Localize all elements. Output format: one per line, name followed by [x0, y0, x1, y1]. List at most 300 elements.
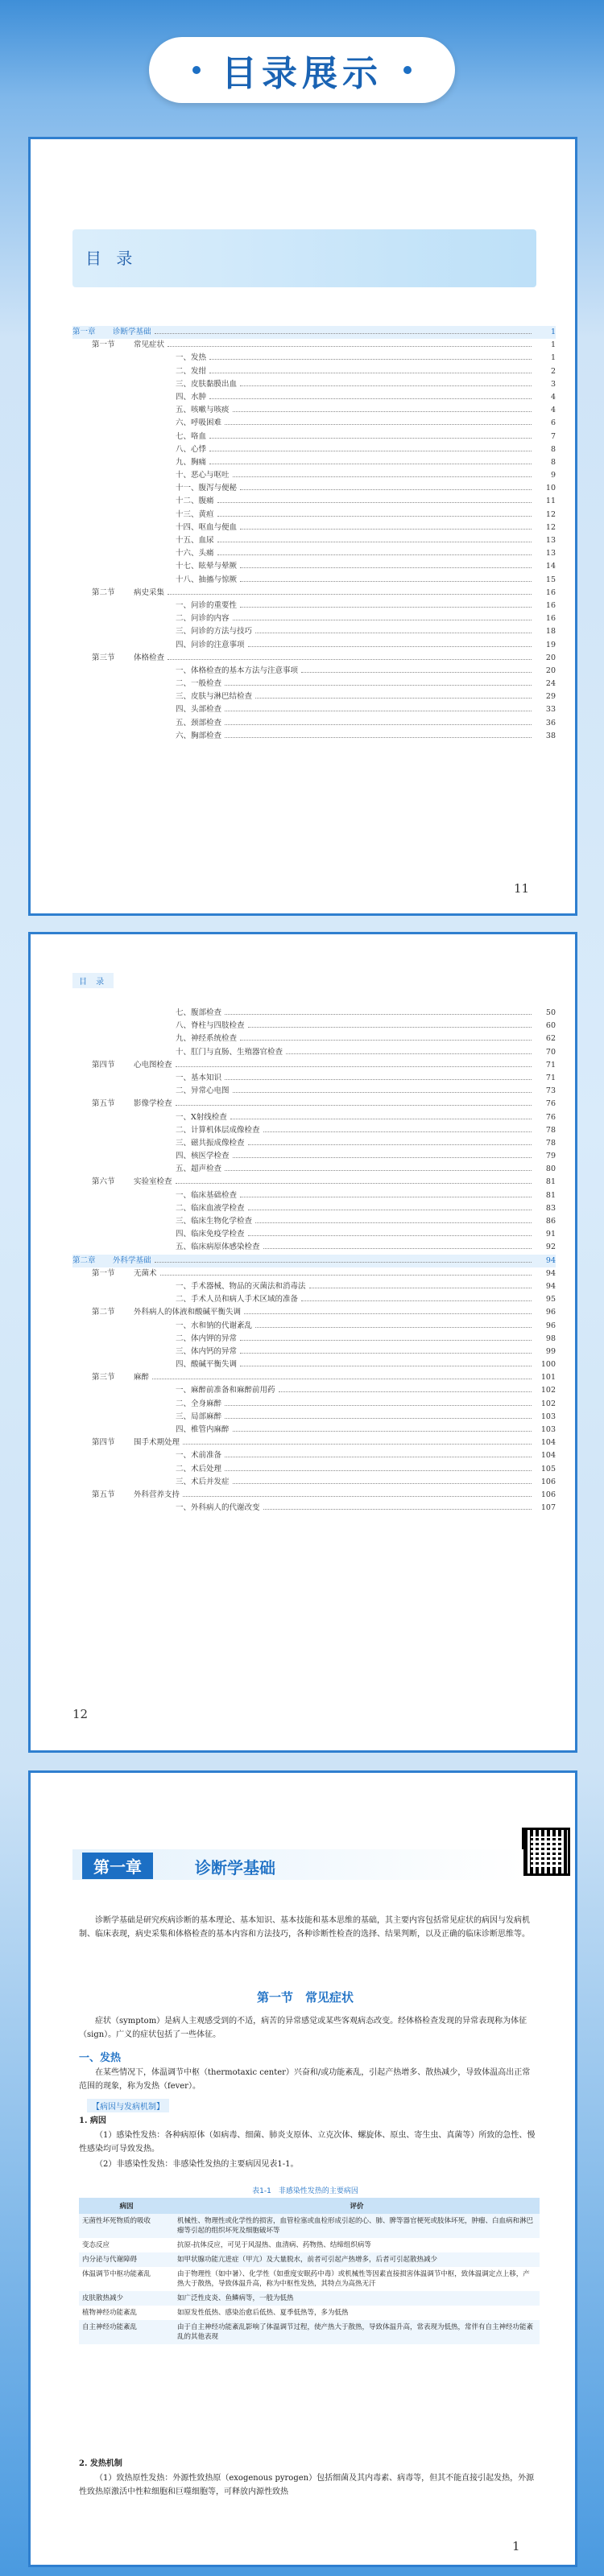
toc-page: 19	[545, 640, 556, 649]
toc-entry[interactable]	[72, 1320, 556, 1333]
toc-page: 13	[545, 549, 556, 558]
toc-page: 10	[545, 484, 556, 493]
toc-leader	[240, 560, 532, 568]
cause-2: （2）非感染性发热：非感染性发热的主要病因见表1-1。	[95, 2160, 299, 2169]
toc-leader	[263, 1241, 532, 1249]
toc-leader	[240, 600, 532, 608]
toc-title: 一、发热	[176, 353, 207, 363]
fever-heading: 一、发热	[79, 2052, 122, 2064]
toc-title: 十二、腹痛	[176, 497, 214, 506]
toc-title: 四、水肿	[176, 392, 207, 402]
table-cell: 由于物理性（如中暑）、化学性（如重度安眠药中毒）或机械性等因素直接损害体温调节中枢，致体温调定点上移，产热大于散热，导致体温升高，称为中枢性发热，其特点为高热无汗	[177, 2270, 530, 2288]
toc-page: 96	[545, 1321, 556, 1330]
toc-entry[interactable]	[72, 391, 556, 404]
toc-leader	[255, 625, 532, 633]
toc-page: 8	[550, 444, 556, 454]
toc-page: 29	[545, 692, 556, 702]
toc-leader	[168, 587, 532, 595]
table-cell: 机械性、物理性或化学性的损害，血管栓塞或血栓形成引起的心、肺、脾等器官梗死或肢体坏死，肿瘤、白血病和淋巴瘤等引起的组织坏死及细胞破坏等	[174, 2214, 540, 2238]
toc-page: 33	[545, 705, 556, 715]
toc-entry[interactable]	[72, 378, 556, 391]
toc-title: 二、计算机体层成像检查	[176, 1125, 260, 1135]
section-title: 第一节 常见症状	[256, 1990, 354, 2005]
toc-page: 11	[545, 497, 556, 506]
toc-entry[interactable]	[72, 1358, 556, 1371]
table-cell: 如甲状腺功能亢进症（甲亢）及大量脱水，前者可引起产热增多，后者可引起散热减少	[174, 2252, 540, 2267]
toc-title: 十六、头痛	[176, 549, 214, 558]
toc-leader	[155, 1255, 532, 1263]
toc-leader	[209, 365, 532, 373]
toc-title: 十三、黄疸	[176, 509, 214, 519]
toc-page: 96	[545, 1308, 556, 1317]
toc-entry[interactable]	[72, 1124, 556, 1137]
toc-title: 诊断学基础	[113, 328, 151, 336]
cause-1: （1）感染性发热：各种病原体（如病毒、细菌、肺炎支原体、立克次体、螺旋体、原虫、寄生虫、真菌等）所致的急性、慢性感染均可导致发热。	[79, 2131, 536, 2154]
toc-title: 一、问诊的重要性	[176, 600, 238, 610]
toc-leader	[168, 339, 532, 347]
table-cell: 如原发性低热、感染治愈后低热、夏季低热等，多为低热	[177, 2309, 349, 2317]
toc-page: 102	[540, 1386, 556, 1395]
table-cell: 如广泛性皮炎、鱼鳞病等，一般为低热	[174, 2291, 540, 2306]
table-cell: 抗原-抗体反应，可见于风湿热、血清病、药物热、结缔组织病等	[177, 2241, 371, 2249]
toc-entry[interactable]	[72, 560, 556, 573]
toc-title: 三、磁共振成像检查	[176, 1138, 245, 1148]
toc-page: 8	[550, 457, 556, 467]
toc-leader	[240, 1032, 532, 1041]
table-row	[79, 2320, 540, 2344]
toc-entry[interactable]	[72, 339, 556, 352]
toc-leader	[248, 1228, 532, 1236]
toc-title: 实验室检查	[134, 1177, 172, 1187]
toc-entry[interactable]	[72, 574, 556, 587]
toc-leader	[233, 1476, 532, 1484]
toc-entry[interactable]	[72, 1346, 556, 1358]
toc-entry[interactable]	[72, 1032, 556, 1045]
cause-subheading: 1. 病因	[79, 2116, 106, 2125]
toc-entry[interactable]	[72, 1424, 556, 1436]
toc-title: 围手术期处理	[134, 1438, 180, 1448]
toc-entry[interactable]	[72, 1228, 556, 1241]
toc-page: 13	[545, 536, 556, 545]
chapter-name: 诊断学基础	[195, 1858, 275, 1877]
toc-leader	[240, 482, 532, 490]
toc-entry[interactable]	[72, 482, 556, 495]
toc-page: 104	[540, 1438, 556, 1448]
table-row	[79, 2214, 540, 2238]
toc-page: 101	[540, 1373, 556, 1383]
toc-leader	[233, 1150, 532, 1158]
toc-title: 一、体格检查的基本方法与注意事项	[176, 666, 299, 675]
toc-page: 76	[545, 1099, 556, 1109]
toc-page: 98	[545, 1333, 556, 1343]
toc-entry[interactable]	[72, 690, 556, 703]
toc-leader	[233, 1085, 532, 1093]
toc-leader	[225, 417, 532, 425]
table-row	[79, 2238, 540, 2252]
toc-title: 六、胸部检查	[176, 731, 222, 740]
toc-entry[interactable]	[72, 1333, 556, 1346]
toc-leader	[301, 665, 532, 673]
table-cell: 体温调节中枢功能紊乱	[82, 2270, 151, 2278]
toc-page: 105	[540, 1464, 556, 1473]
table-cell: 自主神经功能紊乱	[79, 2320, 174, 2344]
table-row	[79, 2252, 540, 2267]
toc-key: 第四节	[92, 1438, 115, 1448]
toc-entry[interactable]	[72, 1020, 556, 1032]
toc-title: 三、皮肤与淋巴结检查	[176, 692, 253, 702]
toc-title: 四、头部检查	[176, 705, 222, 715]
cause-box: 【病因与发病机制】	[87, 2099, 169, 2112]
toc-entry[interactable]	[72, 652, 556, 665]
toc-page: 106	[540, 1477, 556, 1486]
toc-entry[interactable]	[72, 1280, 556, 1293]
toc-page: 15	[545, 575, 556, 584]
toc-title: 九、胸痛	[176, 457, 207, 467]
toc-page: 12	[545, 522, 556, 532]
toc-page: 16	[545, 600, 556, 610]
toc-leader	[240, 378, 532, 386]
toc-entry[interactable]	[72, 534, 556, 547]
toc-page: 92	[545, 1243, 556, 1252]
toc-leader	[240, 574, 532, 582]
toc-leader	[183, 1436, 532, 1445]
toc-leader	[240, 1333, 532, 1341]
toc-title: 一、基本知识	[176, 1073, 222, 1082]
toc-leader	[176, 1176, 532, 1184]
toc-entry[interactable]	[72, 730, 556, 743]
toc-entry[interactable]	[72, 1306, 556, 1319]
toc-entry[interactable]	[72, 1411, 556, 1424]
toc-page: 62	[545, 1034, 556, 1044]
toc-page: 20	[545, 653, 556, 662]
toc-entry[interactable]	[72, 1384, 556, 1397]
toc-title: 四、酸碱平衡失调	[176, 1360, 238, 1370]
toc-title: 六、呼吸困难	[176, 418, 222, 428]
toc-entry[interactable]	[72, 1449, 556, 1462]
toc-leader	[217, 509, 532, 517]
toc-key: 第五节	[92, 1099, 115, 1109]
toc-entry[interactable]	[72, 365, 556, 378]
toc-page: 78	[545, 1138, 556, 1148]
table-row	[79, 2267, 540, 2291]
toc-leader	[209, 352, 532, 360]
toc-title: 二、一般检查	[176, 679, 222, 689]
toc-entry[interactable]	[72, 469, 556, 482]
toc-leader	[240, 521, 532, 530]
toc-leader	[209, 456, 532, 464]
toc-leader	[248, 1020, 532, 1028]
toc-page: 71	[545, 1060, 556, 1070]
toc-leader	[225, 717, 532, 725]
toc-page: 4	[550, 406, 556, 415]
toc-key: 第二节	[92, 1308, 115, 1317]
toc-entry[interactable]	[72, 612, 556, 625]
toc-leader	[176, 1059, 532, 1067]
toc-key: 第一节	[92, 340, 115, 350]
toc-page: 50	[545, 1008, 556, 1017]
table-cell: 无菌性坏死物质的吸收	[79, 2214, 174, 2238]
toc-page: 81	[545, 1177, 556, 1187]
toc-leader	[209, 431, 532, 439]
toc-banner	[72, 229, 536, 287]
toc-key: 第一章	[72, 328, 96, 336]
toc-leader	[225, 1411, 532, 1419]
toc-entry[interactable]	[72, 665, 556, 678]
toc-title: 外科学基础	[113, 1255, 151, 1265]
toc-page: 2	[550, 366, 556, 376]
toc-page-1	[28, 137, 577, 916]
toc-title: 三、术后并发症	[176, 1477, 230, 1486]
toc-page: 76	[545, 1112, 556, 1122]
toc-title: 七、咯血	[176, 431, 207, 441]
toc-title: 外科病人的体液和酸碱平衡失调	[134, 1308, 242, 1317]
toc-leader	[240, 1358, 532, 1366]
page-number: 11	[514, 881, 530, 896]
toc-title: 一、临床基础检查	[176, 1190, 238, 1200]
toc-entry[interactable]	[72, 431, 556, 443]
toc-entry[interactable]	[72, 1215, 556, 1228]
toc-leader	[209, 443, 532, 451]
toc-page: 94	[545, 1268, 556, 1278]
toc-page: 24	[545, 679, 556, 689]
toc-entry[interactable]	[72, 1398, 556, 1411]
table-cell: 植物神经功能紊乱	[82, 2309, 138, 2317]
toc-leader	[225, 1463, 532, 1471]
table-header: 病因	[79, 2198, 174, 2214]
toc-list-2	[72, 1007, 556, 1515]
chapter-label: 第一章	[82, 1853, 153, 1879]
toc-entry[interactable]	[72, 717, 556, 730]
toc-title: 一、X射线检查	[176, 1112, 227, 1122]
toc-entry[interactable]	[72, 1046, 556, 1059]
toc-title: 四、椎管内麻醉	[176, 1425, 230, 1434]
toc-title: 三、体内钙的异常	[176, 1346, 238, 1356]
toc-entry[interactable]	[72, 625, 556, 638]
toc-title: 十一、腹泻与便秘	[176, 484, 238, 493]
toc-entry[interactable]	[72, 1489, 556, 1502]
toc-title: 一、术前准备	[176, 1451, 222, 1461]
toc-leader	[176, 1098, 532, 1106]
toc-leader	[248, 639, 532, 647]
toc-page: 80	[545, 1164, 556, 1174]
toc-title: 二、术后处理	[176, 1464, 222, 1473]
toc-page: 100	[540, 1360, 556, 1370]
table-caption: 表1-1 非感染性发热的主要病因	[252, 2187, 358, 2195]
toc-entry[interactable]	[72, 1267, 556, 1280]
toc-entry[interactable]	[72, 1293, 556, 1306]
toc-page: 70	[545, 1047, 556, 1057]
toc-entry[interactable]	[72, 600, 556, 612]
toc-leader	[263, 1502, 532, 1510]
toc-leader	[217, 534, 532, 542]
toc-entry[interactable]	[72, 678, 556, 690]
toc-entry[interactable]	[72, 1163, 556, 1176]
toc-title: 一、水和钠的代谢紊乱	[176, 1321, 253, 1330]
toc-entry[interactable]	[72, 326, 556, 339]
toc-leader	[225, 1072, 532, 1080]
toc-title: 十八、抽搐与惊厥	[176, 575, 238, 584]
toc-entry[interactable]	[72, 1176, 556, 1189]
toc-page: 78	[545, 1125, 556, 1135]
toc-title: 八、脊柱与四肢检查	[176, 1021, 245, 1031]
toc-entry[interactable]	[72, 587, 556, 600]
toc-page: 95	[545, 1295, 556, 1304]
toc-page: 14	[545, 562, 556, 571]
toc-key: 第一节	[92, 1268, 115, 1278]
toc-title: 一、手术器械、物品的灭菌法和消毒法	[176, 1281, 306, 1291]
toc-leader	[155, 326, 532, 334]
page-number: 12	[72, 1707, 89, 1721]
toc-entry[interactable]	[72, 509, 556, 521]
toc-entry[interactable]	[72, 521, 556, 534]
toc-entry[interactable]	[72, 1111, 556, 1124]
toc-entry[interactable]	[72, 1059, 556, 1072]
toc-title: 十五、血尿	[176, 536, 214, 545]
mechanism-paragraph: （1）致热原性发热：外源性致热原（exogenous pyrogen）包括细菌及其内毒素、病毒等，但其不能直接引起发热，外源性致热原激活中性粒细胞和巨噬细胞等，可释放内源性致热	[79, 2474, 535, 2496]
toc-leader	[225, 730, 532, 738]
toc-page: 38	[545, 731, 556, 740]
toc-entry[interactable]	[72, 456, 556, 469]
toc-leader	[233, 612, 532, 620]
toc-page: 103	[540, 1412, 556, 1421]
toc-entry[interactable]	[72, 1502, 556, 1515]
dot-left	[192, 66, 201, 74]
toc-leader	[301, 1293, 532, 1301]
toc-page: 4	[550, 392, 556, 402]
toc-page: 60	[545, 1021, 556, 1031]
toc-title: 四、核医学检查	[176, 1152, 230, 1161]
toc-key: 第三节	[92, 1373, 115, 1383]
toc-leader	[225, 703, 532, 711]
toc-leader	[255, 690, 532, 699]
toc-title: 病史采集	[134, 587, 165, 597]
mechanism-subheading: 2. 发热机制	[79, 2459, 122, 2468]
toc-entry[interactable]	[72, 495, 556, 508]
toc-leader	[240, 1346, 532, 1354]
toc-entry[interactable]	[72, 417, 556, 430]
toc-entry[interactable]	[72, 1150, 556, 1163]
toc-key: 第三节	[92, 653, 115, 662]
fever-paragraph: 在某些情况下，体温调节中枢（thermotaxic center）兴奋和/或功能紊乱，引起产热增多、散热减少，导致体温高出正常范围的现象，称为发热（fever）。	[79, 2068, 531, 2091]
table-cell: 变态反应	[82, 2241, 110, 2249]
toc-leader	[279, 1384, 532, 1392]
toc-leader	[168, 652, 532, 660]
toc-title: 无菌术	[134, 1268, 157, 1278]
toc-entry[interactable]	[72, 1436, 556, 1449]
toc-title: 八、心悸	[176, 444, 207, 454]
toc-entry[interactable]	[72, 1137, 556, 1150]
toc-entry[interactable]	[72, 443, 556, 456]
toc-title: 外科营养支持	[134, 1490, 180, 1499]
toc-leader	[263, 1124, 532, 1132]
toc-page: 1	[550, 340, 556, 350]
toc-page: 1	[550, 353, 556, 363]
toc-page: 18	[545, 627, 556, 637]
symptom-paragraph: 症状（symptom）是病人主观感受到的不适，病苦的异常感觉或某些客观病态改变。经体格检查发现的异常表现称为体征（sign）。广义的症状包括了一些体征。	[79, 2017, 527, 2039]
toc-entry[interactable]	[72, 1463, 556, 1476]
toc-title: 四、临床免疫学检查	[176, 1230, 245, 1239]
toc-page: 102	[540, 1399, 556, 1408]
toc-entry[interactable]	[72, 352, 556, 365]
chapter-banner	[72, 1849, 523, 1880]
toc-entry[interactable]	[72, 1072, 556, 1085]
toc-title: 影像学检查	[134, 1099, 172, 1109]
toc-page: 99	[545, 1346, 556, 1356]
toc-leader	[255, 1215, 532, 1223]
toc-entry[interactable]	[72, 547, 556, 560]
toc-title: 三、局部麻醉	[176, 1412, 222, 1421]
toc-entry[interactable]	[72, 1241, 556, 1254]
toc-entry[interactable]	[72, 1202, 556, 1215]
toc-entry[interactable]	[72, 1371, 556, 1384]
toc-title: 麻醉	[134, 1373, 150, 1383]
qr-code-icon[interactable]	[522, 1828, 570, 1876]
toc-title: 体格检查	[134, 653, 165, 662]
toc-page: 107	[540, 1503, 556, 1513]
toc-leader	[225, 1007, 532, 1015]
toc-title: 二、全身麻醉	[176, 1399, 222, 1408]
toc-page: 106	[540, 1490, 556, 1499]
toc-entry[interactable]	[72, 1098, 556, 1111]
toc-entry[interactable]	[72, 1007, 556, 1020]
toc-leader	[233, 469, 532, 477]
toc-title: 十四、呕血与便血	[176, 522, 238, 532]
toc-page: 104	[540, 1451, 556, 1461]
toc-leader	[309, 1280, 532, 1288]
toc-title: 十七、眩晕与晕厥	[176, 562, 238, 571]
toc-entry[interactable]	[72, 1085, 556, 1098]
toc-title: 二、临床血液学检查	[176, 1203, 245, 1213]
toc-leader	[233, 404, 532, 412]
toc-title: 一、麻醉前准备和麻醉前用药	[176, 1386, 275, 1395]
toc-page: 7	[550, 431, 556, 441]
toc-leader	[225, 1163, 532, 1171]
toc-title: 三、问诊的方法与技巧	[176, 627, 253, 637]
toc-title: 五、临床病原体感染检查	[176, 1243, 260, 1252]
page-number: 1	[512, 2539, 520, 2553]
toc-page: 16	[545, 614, 556, 624]
toc-page: 9	[550, 471, 556, 480]
content-page	[28, 1770, 577, 2567]
toc-entry[interactable]	[72, 404, 556, 417]
toc-entry[interactable]	[72, 1189, 556, 1202]
toc-page: 94	[545, 1255, 556, 1265]
toc-leader	[255, 1320, 532, 1328]
toc-leader	[183, 1489, 532, 1497]
toc-list-1	[72, 326, 556, 743]
toc-page: 20	[545, 666, 556, 675]
toc-title: 五、超声检查	[176, 1164, 222, 1174]
table-cell: 内分泌与代谢障碍	[79, 2252, 174, 2267]
header-title: 目录展示	[221, 53, 383, 94]
toc-entry[interactable]	[72, 1255, 556, 1267]
toc-leader	[248, 1202, 532, 1210]
table-cell: 由于自主神经功能紊乱影响了体温调节过程，使产热大于散热，导致体温升高，常表现为低热，常伴有自主神经功能紊乱的其他表现	[174, 2320, 540, 2344]
toc-page: 79	[545, 1152, 556, 1161]
toc-page: 1	[550, 328, 556, 336]
toc-title: 二、体内钾的异常	[176, 1333, 238, 1343]
toc-entry[interactable]	[72, 703, 556, 716]
dot-right	[403, 66, 412, 74]
toc-entry[interactable]	[72, 1476, 556, 1489]
toc-title: 三、临床生物化学检查	[176, 1217, 253, 1226]
toc-leader	[230, 1111, 532, 1119]
toc-entry[interactable]	[72, 639, 556, 652]
toc-title: 心电图检查	[134, 1060, 172, 1070]
toc-page: 91	[545, 1230, 556, 1239]
toc-title: 七、腹部检查	[176, 1008, 222, 1017]
toc-page: 16	[545, 587, 556, 597]
